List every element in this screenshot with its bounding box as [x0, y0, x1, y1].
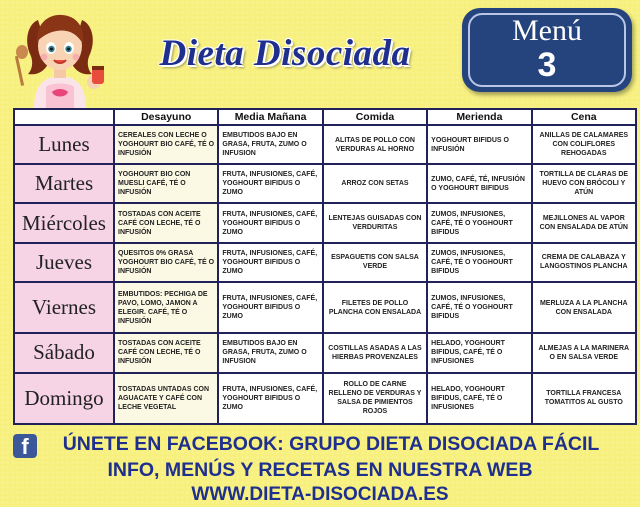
info-text: INFO, MENÚS Y RECETAS EN NUESTRA WEB [107, 459, 533, 481]
meal-cell: HELADO, YOGHOURT BIFIDUS, CAFÉ, TÉ O INFUSIONES [427, 373, 531, 424]
meal-cell: COSTILLAS ASADAS A LAS HIERBAS PROVENZALES [323, 333, 427, 372]
meal-cell: ALITAS DE POLLO CON VERDURAS AL HORNO [323, 125, 427, 164]
meal-cell: TOSTADAS CON ACEITE CAFÉ CON LECHE, TÉ O INFUSIÓN [114, 203, 218, 242]
column-header: Merienda [427, 109, 531, 125]
table-row [14, 203, 636, 242]
meal-cell: CREMA DE CALABAZA Y LANGOSTINOS PLANCHA [532, 243, 636, 282]
meal-cell: MEJILLONES AL VAPOR CON ENSALADA DE ATÚN [532, 203, 636, 242]
meal-cell: ZUMOS, INFUSIONES, CAFÉ, TÉ O YOGHOURT BIFIDUS [427, 203, 531, 242]
table-row [14, 164, 636, 203]
column-header: Comida [323, 109, 427, 125]
day-label: Jueves [14, 243, 114, 282]
menu-number: 3 [537, 46, 557, 84]
meal-cell: ROLLO DE CARNE RELLENO DE VERDURAS Y SALSA DE PIMIENTOS ROJOS [323, 373, 427, 424]
meal-cell: FRUTA, INFUSIONES, CAFÉ, YOGHOURT BIFIDUS O ZUMO [218, 373, 322, 424]
table-row [14, 125, 636, 164]
meal-cell: QUESITOS 0% GRASA YOGHOURT BIO CAFÉ, TÉ O INFUSIÓN [114, 243, 218, 282]
meal-cell: FRUTA, INFUSIONES, CAFÉ, YOGHOURT BIFIDUS O ZUMO [218, 203, 322, 242]
facebook-group-text: ÚNETE EN FACEBOOK: GRUPO DIETA DISOCIADA FÁCIL [62, 433, 600, 455]
meal-cell: TOSTADAS UNTADAS CON AGUACATE Y CAFÉ CON LECHE VEGETAL [114, 373, 218, 424]
meal-cell: ZUMOS, INFUSIONES, CAFÉ, TÉ O YOGHOURT BIFIDUS [427, 282, 531, 333]
meal-cell: ESPAGUETIS CON SALSA VERDE [323, 243, 427, 282]
table-header-row [14, 109, 636, 125]
meal-cell: ALMEJAS A LA MARINERA O EN SALSA VERDE [532, 333, 636, 372]
meal-cell: YOGHOURT BIFIDUS O INFUSIÓN [427, 125, 531, 164]
meal-cell: FRUTA, INFUSIONES, CAFÉ, YOGHOURT BIFIDUS O ZUMO [218, 282, 322, 333]
day-label: Lunes [14, 125, 114, 164]
meal-cell: TORTILLA FRANCESA TOMATITOS AL GUSTO [532, 373, 636, 424]
weekly-menu-table [13, 108, 637, 425]
table-row [14, 243, 636, 282]
meal-cell: FILETES DE POLLO PLANCHA CON ENSALADA [323, 282, 427, 333]
day-label: Viernes [14, 282, 114, 333]
day-label: Domingo [14, 373, 114, 424]
meal-cell: FRUTA, INFUSIONES, CAFÉ, YOGHOURT BIFIDUS O ZUMO [218, 164, 322, 203]
meal-cell: EMBUTIDOS BAJO EN GRASA, FRUTA, ZUMO O INFUSION [218, 125, 322, 164]
page-title: Dieta Disociada [159, 33, 411, 74]
meal-cell: MERLUZA A LA PLANCHA CON ENSALADA [532, 282, 636, 333]
corner-cell [14, 109, 114, 125]
column-header: Desayuno [114, 109, 218, 125]
meal-cell: YOGHOURT BIO CON MUESLI CAFÉ, TÉ O INFUSIÓN [114, 164, 218, 203]
chef-illustration [10, 2, 110, 108]
day-label: Miércoles [14, 203, 114, 242]
meal-cell: CEREALES CON LECHE O YOGHOURT BIO CAFÉ, TÉ O INFUSIÓN [114, 125, 218, 164]
day-label: Sábado [14, 333, 114, 372]
meal-cell: EMBUTIDOS BAJO EN GRASA, FRUTA, ZUMO O INFUSION [218, 333, 322, 372]
meal-cell: EMBUTIDOS: PECHIGA DE PAVO, LOMO, JAMON A ELEGIR. CAFÉ, TÉ O INFUSIÓN [114, 282, 218, 333]
table-row [14, 282, 636, 333]
meal-cell: ARROZ CON SETAS [323, 164, 427, 203]
menu-word: Menú [512, 14, 582, 47]
meal-cell: HELADO, YOGHOURT BIFIDUS, CAFÉ, TÉ O INFUSIONES [427, 333, 531, 372]
meal-cell: ANILLAS DE CALAMARES CON COLIFLORES REHOGADAS [532, 125, 636, 164]
table-row [14, 333, 636, 372]
meal-cell: ZUMOS, INFUSIONES, CAFÉ, TÉ O YOGHOURT BIFIDUS [427, 243, 531, 282]
meal-cell: TORTILLA DE CLARAS DE HUEVO CON BRÓCOLI Y ATÚN [532, 164, 636, 203]
column-header: Cena [532, 109, 636, 125]
menu-number-badge [462, 8, 632, 92]
meal-cell: ZUMO, CAFÉ, TÉ, INFUSIÓN O YOGHOURT BIFIDUS [427, 164, 531, 203]
table-row [14, 373, 636, 424]
website-link[interactable]: WWW.DIETA-DISOCIADA.ES [191, 484, 449, 505]
meal-cell: LENTEJAS GUISADAS CON VERDURITAS [323, 203, 427, 242]
meal-cell: FRUTA, INFUSIONES, CAFÉ, YOGHOURT BIFIDUS O ZUMO [218, 243, 322, 282]
facebook-icon[interactable]: f [13, 434, 37, 458]
column-header: Media Mañana [218, 109, 322, 125]
day-label: Martes [14, 164, 114, 203]
meal-cell: TOSTADAS CON ACEITE CAFÉ CON LECHE, TÉ O INFUSIÓN [114, 333, 218, 372]
